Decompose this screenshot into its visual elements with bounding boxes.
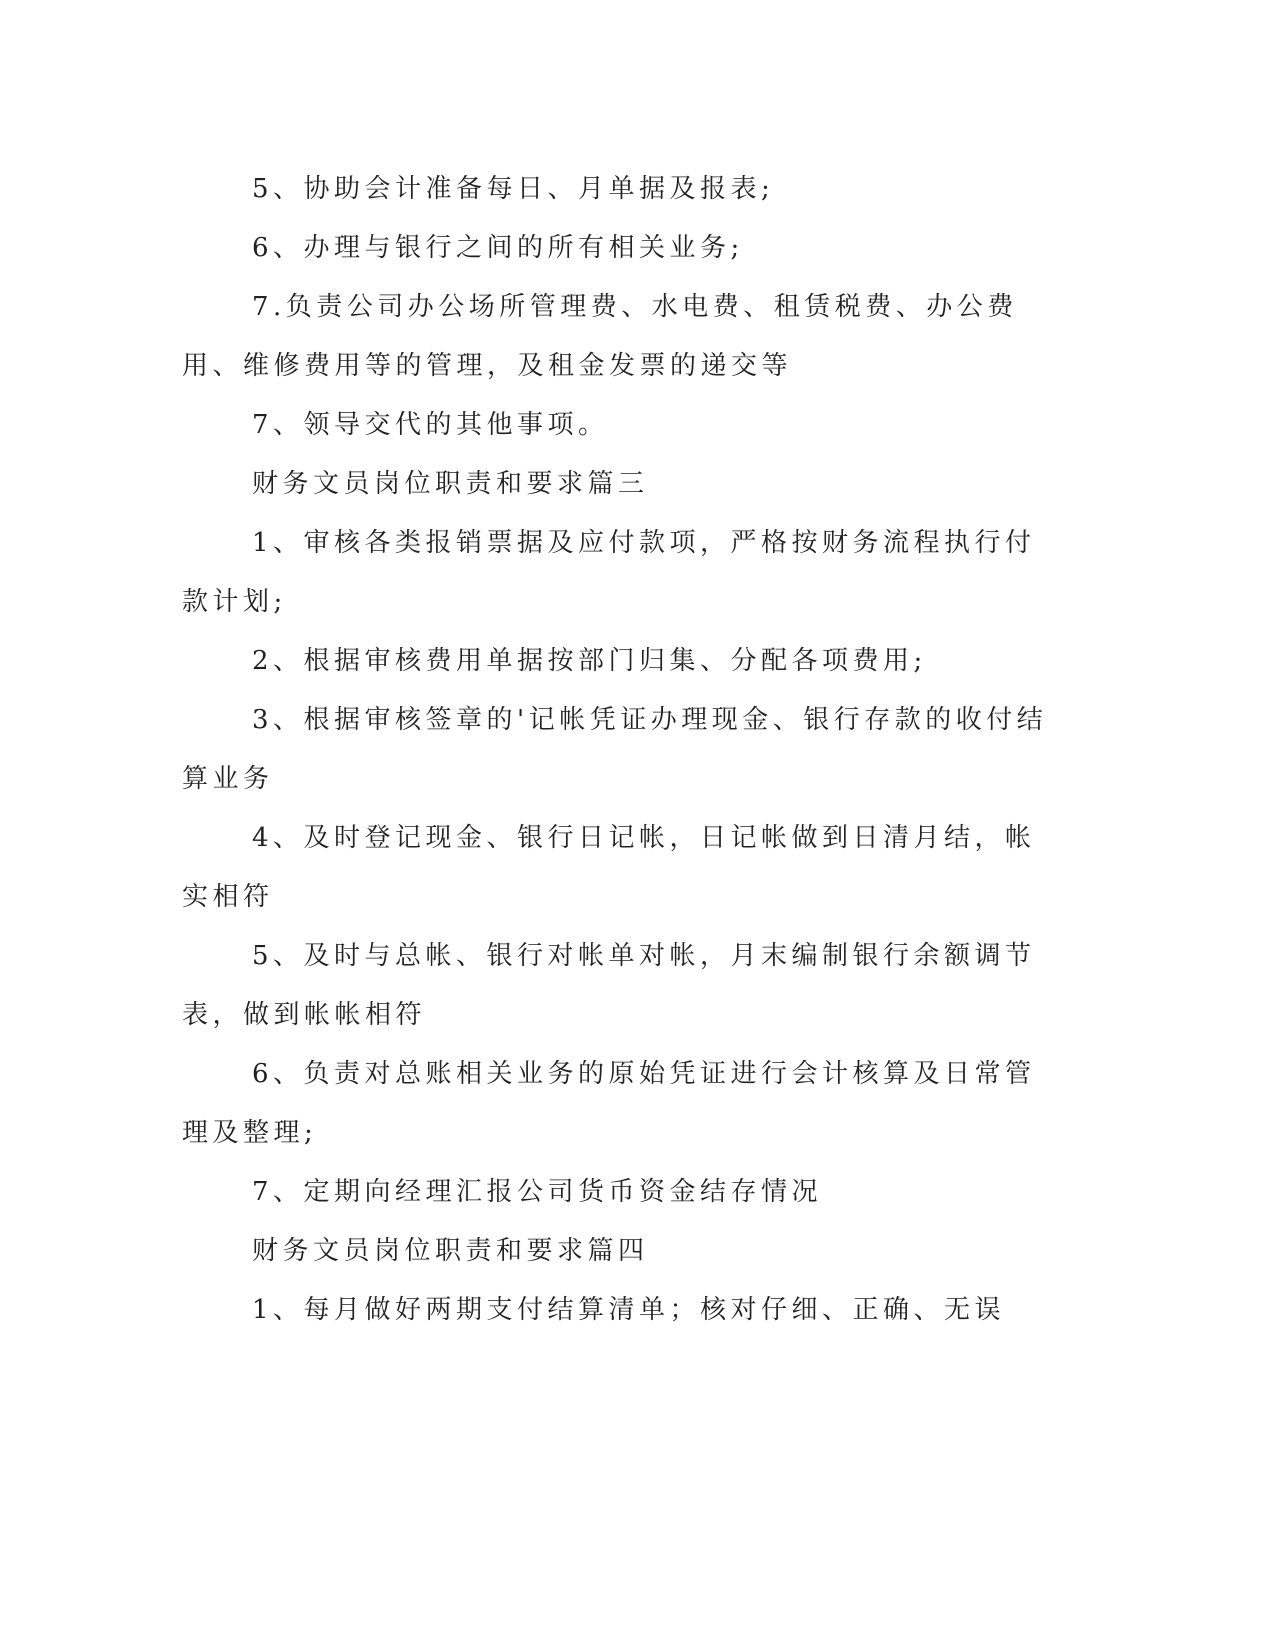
list-item: 3、根据审核签章的'记帐凭证办理现金、银行存款的收付结算业务 — [182, 705, 1048, 794]
list-item: 6、办理与银行之间的所有相关业务; — [252, 233, 744, 263]
list-item: 2、根据审核费用单据按部门归集、分配各项费用; — [252, 646, 927, 676]
document-body — [182, 160, 1062, 1340]
list-item: 5、协助会计准备每日、月单据及报表; — [252, 174, 775, 204]
list-item: 1、每月做好两期支付结算清单；核对仔细、正确、无误 — [252, 1295, 1006, 1325]
list-item: 1、审核各类报销票据及应付款项，严格按财务流程执行付款计划; — [182, 528, 1036, 617]
list-item: 4、及时登记现金、银行日记帐，日记帐做到日清月结，帐实相符 — [182, 823, 1036, 912]
section-heading: 财务文员岗位职责和要求篇四 — [252, 1236, 649, 1266]
list-item: 6、负责对总账相关业务的原始凭证进行会计核算及日常管理及整理; — [182, 1059, 1036, 1148]
list-item: 5、及时与总帐、银行对帐单对帐，月末编制银行余额调节表，做到帐帐相符 — [182, 941, 1036, 1030]
list-item: 7.负责公司办公场所管理费、水电费、租赁税费、办公费用、维修费用等的管理，及租金发票的递交等 — [182, 292, 1018, 381]
list-item: 7、定期向经理汇报公司货币资金结存情况 — [252, 1177, 823, 1207]
section-heading: 财务文员岗位职责和要求篇三 — [252, 469, 649, 499]
list-item: 7、领导交代的其他事项。 — [252, 410, 609, 440]
